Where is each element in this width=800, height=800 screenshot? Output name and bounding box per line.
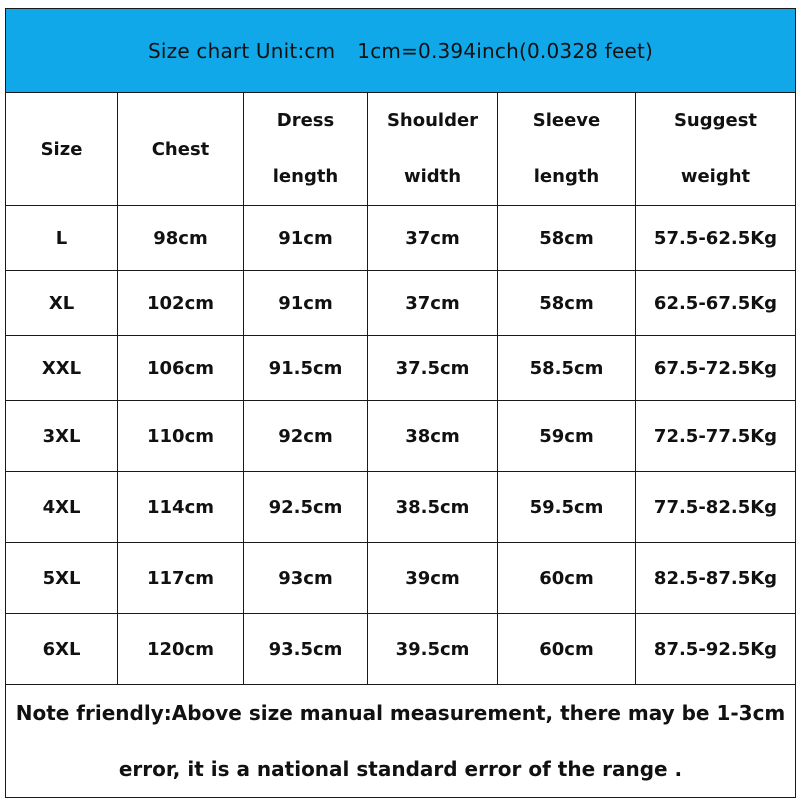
note-row — [6, 685, 796, 798]
cell-size: XL — [6, 271, 118, 336]
column-header-chest — [118, 93, 244, 206]
cell-sleeve-length: 59.5cm — [498, 472, 636, 543]
banner-conversion-text: 1cm=0.394inch(0.0328 feet) — [357, 38, 654, 63]
cell-sleeve-length: 59cm — [498, 401, 636, 472]
cell-suggest-weight: 87.5-92.5Kg — [636, 614, 796, 685]
table-row-5xl — [6, 543, 796, 614]
column-header-line1: Dress — [276, 110, 335, 131]
cell-suggest-weight: 62.5-67.5Kg — [636, 271, 796, 336]
column-header-dress-length — [244, 93, 368, 206]
cell-size: 5XL — [6, 543, 118, 614]
cell-shoulder-width: 37.5cm — [368, 336, 498, 401]
cell-size: XXL — [6, 336, 118, 401]
banner-cell — [6, 9, 796, 93]
cell-dress-length: 91cm — [244, 271, 368, 336]
column-header-shoulder-width — [368, 93, 498, 206]
cell-shoulder-width: 38cm — [368, 401, 498, 472]
column-header-label: Chest — [151, 138, 210, 160]
banner-unit-text: Size chart Unit:cm — [147, 38, 336, 63]
table-row-xl — [6, 271, 796, 336]
cell-chest: 106cm — [118, 336, 244, 401]
cell-chest: 98cm — [118, 206, 244, 271]
cell-suggest-weight: 82.5-87.5Kg — [636, 543, 796, 614]
cell-suggest-weight: 72.5-77.5Kg — [636, 401, 796, 472]
column-header-line2: length — [272, 166, 339, 187]
table-row-l — [6, 206, 796, 271]
cell-sleeve-length: 60cm — [498, 614, 636, 685]
note-cell — [6, 685, 796, 798]
cell-size: 4XL — [6, 472, 118, 543]
column-header-label: Size — [40, 138, 83, 160]
table-row-xxl — [6, 336, 796, 401]
cell-shoulder-width: 39.5cm — [368, 614, 498, 685]
cell-chest: 114cm — [118, 472, 244, 543]
size-chart-table — [5, 8, 796, 798]
cell-shoulder-width: 38.5cm — [368, 472, 498, 543]
cell-sleeve-length: 60cm — [498, 543, 636, 614]
cell-chest: 120cm — [118, 614, 244, 685]
column-header-line1: Shoulder — [386, 110, 479, 131]
column-header-line2: length — [533, 166, 600, 187]
cell-dress-length: 93.5cm — [244, 614, 368, 685]
column-header-line2: width — [403, 166, 462, 187]
cell-shoulder-width: 37cm — [368, 206, 498, 271]
cell-size: 6XL — [6, 614, 118, 685]
cell-suggest-weight: 57.5-62.5Kg — [636, 206, 796, 271]
column-header-line1: Suggest — [673, 110, 758, 131]
size-chart-banner — [6, 9, 796, 93]
column-header-line1: Sleeve — [532, 110, 601, 131]
cell-suggest-weight: 77.5-82.5Kg — [636, 472, 796, 543]
cell-dress-length: 91.5cm — [244, 336, 368, 401]
cell-dress-length: 92cm — [244, 401, 368, 472]
cell-chest: 110cm — [118, 401, 244, 472]
table-row-3xl — [6, 401, 796, 472]
column-header-sleeve-length — [498, 93, 636, 206]
column-header-line2: weight — [680, 166, 751, 187]
cell-sleeve-length: 58cm — [498, 271, 636, 336]
table-row-4xl — [6, 472, 796, 543]
cell-chest: 117cm — [118, 543, 244, 614]
cell-dress-length: 91cm — [244, 206, 368, 271]
note-line-2: error, it is a national standard error of the range . — [118, 757, 683, 781]
cell-shoulder-width: 37cm — [368, 271, 498, 336]
cell-chest: 102cm — [118, 271, 244, 336]
cell-size: 3XL — [6, 401, 118, 472]
note-line-1: Note friendly:Above size manual measurement, there may be 1-3cm — [15, 701, 786, 725]
column-header-suggest-weight — [636, 93, 796, 206]
cell-shoulder-width: 39cm — [368, 543, 498, 614]
cell-dress-length: 93cm — [244, 543, 368, 614]
cell-size: L — [6, 206, 118, 271]
cell-sleeve-length: 58cm — [498, 206, 636, 271]
cell-suggest-weight: 67.5-72.5Kg — [636, 336, 796, 401]
cell-sleeve-length: 58.5cm — [498, 336, 636, 401]
column-header-size — [6, 93, 118, 206]
table-row-6xl — [6, 614, 796, 685]
table-header-row — [6, 93, 796, 206]
cell-dress-length: 92.5cm — [244, 472, 368, 543]
